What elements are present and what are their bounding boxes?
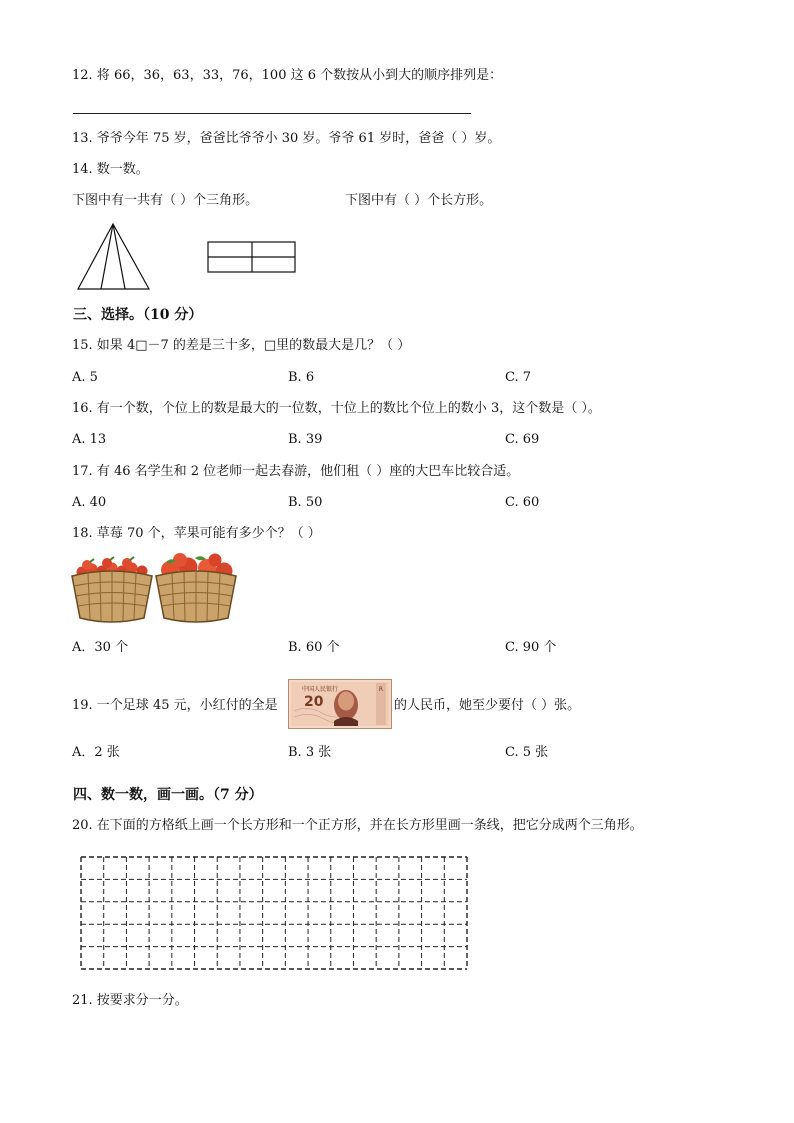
fruit-basket-picture (70, 556, 238, 626)
question-20: 20. 在下面的方格纸上画一个长方形和一个正方形，并在长方形里画一条线，把它分成两个三角形。 (72, 818, 643, 833)
question-21: 21. 按要求分一分。 (72, 993, 188, 1008)
section-4-title: 四、数一数，画一画。（7 分） (73, 787, 263, 803)
rectangle-prompt: 下图中有（ ）个长方形。 (345, 193, 493, 208)
question-12: 12. 将 66，36，63，33，76，100 这 6 个数按从小到大的顺序排列是： (72, 68, 503, 83)
option-a: A．2 张 (72, 745, 120, 760)
option-b: B. 60 个 (288, 640, 340, 655)
question-14: 14. 数一数。 (72, 162, 149, 177)
banknote-value: 20 (304, 694, 324, 710)
option-b: B. 3 张 (288, 745, 332, 760)
option-a: A. 13 (72, 432, 107, 447)
option-c: C. 90 个 (505, 640, 557, 655)
option-a: A. 5 (72, 370, 98, 385)
question-19-part2: 的人民币，她至少要付（ ）张。 (394, 698, 581, 713)
option-c: C. 60 (505, 495, 540, 510)
answer-line (73, 113, 471, 114)
banknote-header: 中国人民银行 (302, 686, 339, 693)
question-15: 15. 如果 4□－7 的差是三十多，□里的数最大是几？（ ） (72, 338, 411, 353)
option-c: C. 7 (505, 370, 532, 385)
question-19-part1: 19. 一个足球 45 元，小红付的全是 (72, 698, 278, 713)
rectangle-figure (207, 240, 297, 274)
triangle-prompt: 下图中有一共有（ ）个三角形。 (72, 193, 259, 208)
option-b: B. 50 (288, 495, 323, 510)
option-a: A. 40 (72, 495, 107, 510)
question-13: 13. 爷爷今年 75 岁，爸爸比爷爷小 30 岁。爷爷 61 岁时，爸爸（ ）岁。 (72, 131, 501, 146)
triangle-figure (76, 222, 152, 292)
option-b: B. 39 (288, 432, 323, 447)
dashed-grid-paper[interactable] (80, 856, 468, 970)
option-b: B. 6 (288, 370, 315, 385)
question-16: 16. 有一个数，个位上的数是最大的一位数，十位上的数比个位上的数小 3，这个数是（ ）。 (72, 401, 601, 416)
question-18: 18. 草莓 70 个，苹果可能有多少个？（ ） (72, 526, 321, 541)
option-c: C. 5 张 (505, 745, 549, 760)
svg-text:R: R (378, 686, 384, 693)
section-3-title: 三、选择。（10 分） (73, 307, 203, 323)
option-c: C. 69 (505, 432, 540, 447)
option-a: A．30 个 (72, 640, 129, 655)
banknote-picture (288, 679, 392, 729)
question-17: 17. 有 46 名学生和 2 位老师一起去春游，他们租（ ）座的大巴车比较合适。 (72, 464, 520, 479)
